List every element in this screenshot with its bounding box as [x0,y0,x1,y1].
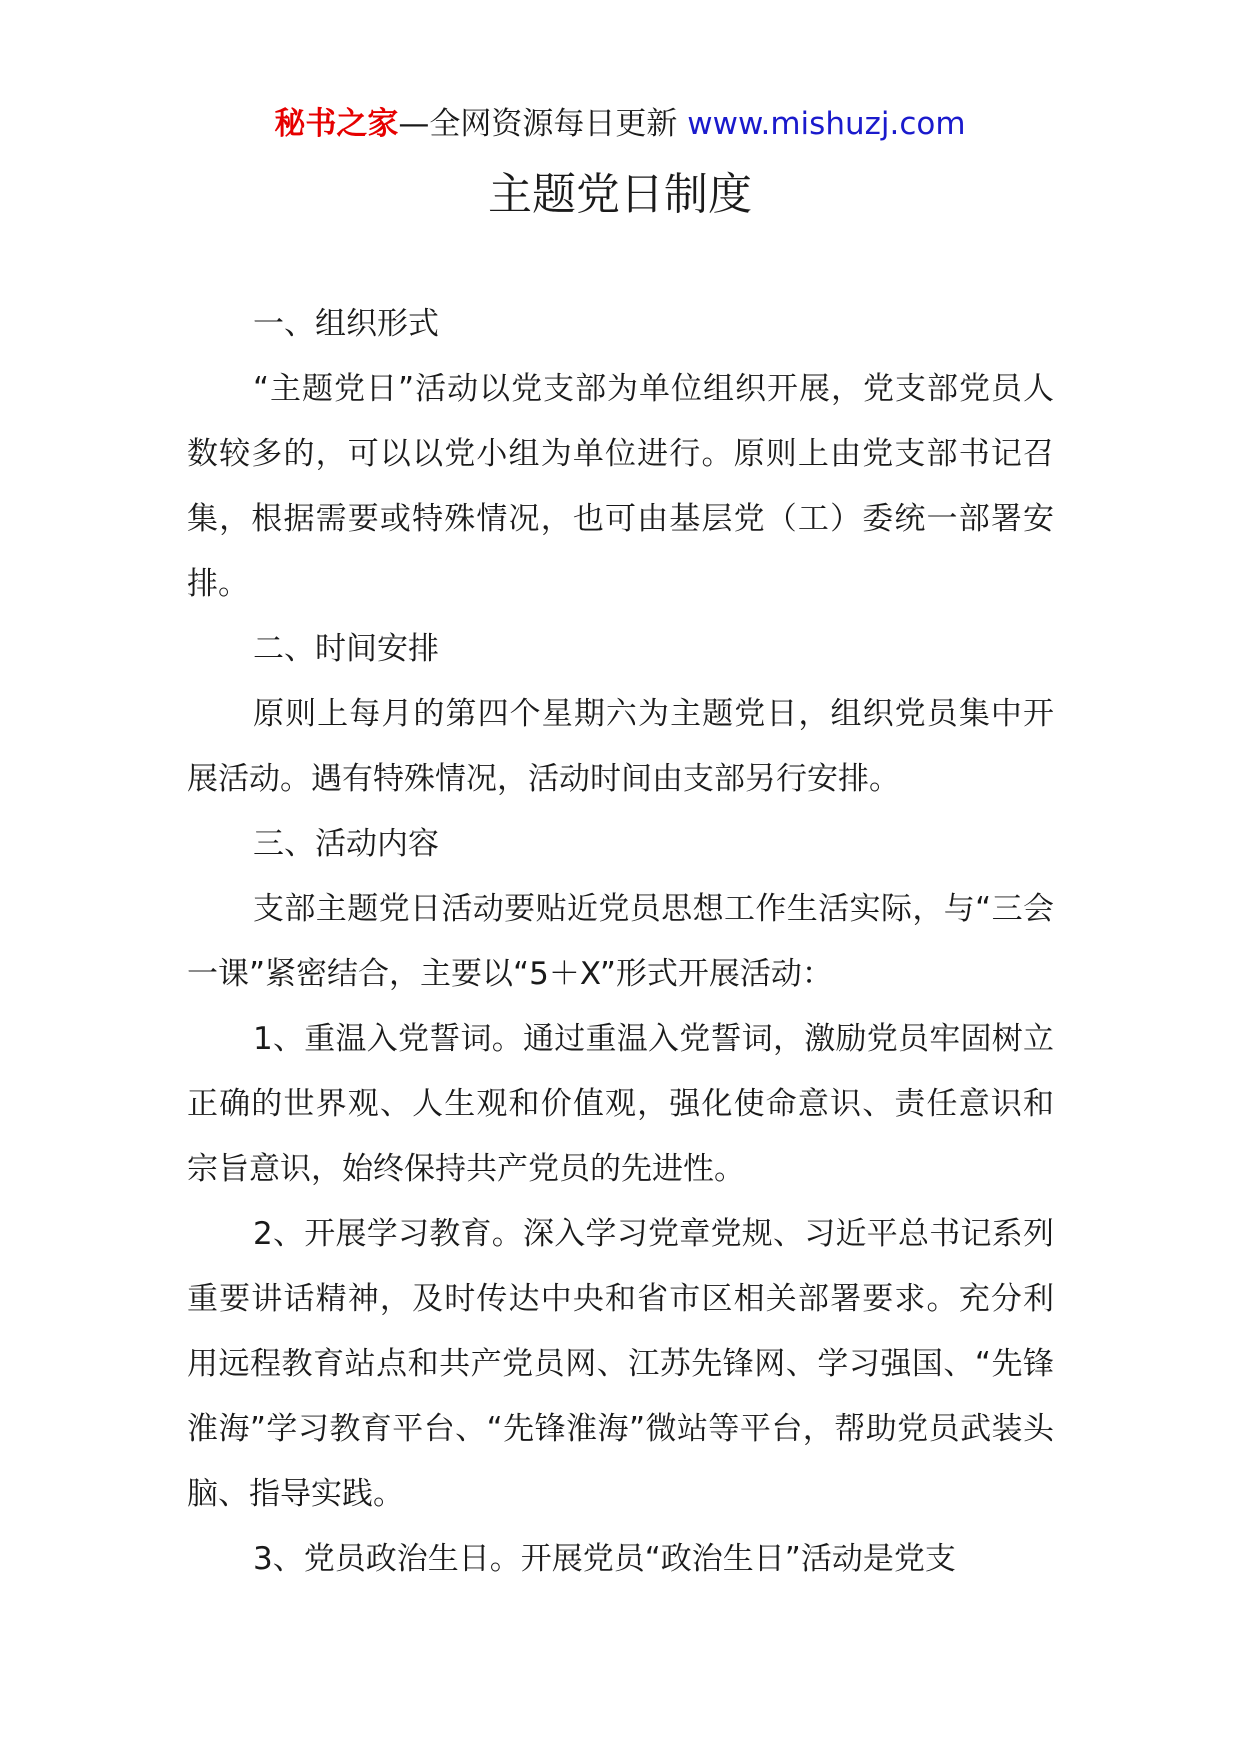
section-paragraph: 2、开展学习教育。深入学习党章党规、习近平总书记系列重要讲话精神，及时传达中央和省市区相关部署要求。充分利用远程教育站点和共产党员网、江苏先锋网、学习强国、“先锋淮海”学习教育平台、“先锋淮海”微站等平台，帮助党员武装头脑、指导实践。 [187,1216,1054,1512]
brand-name: 秘书之家 [274,106,399,142]
document-title: 主题党日制度 [488,169,752,220]
section-paragraph: 1、重温入党誓词。通过重温入党誓词，激励党员牢固树立正确的世界观、人生观和价值观，强化使命意识、责任意识和宗旨意识，始终保持共产党员的先进性。 [187,1021,1054,1187]
brand-slogan: —全网资源每日更新 [398,106,678,142]
section-paragraph: 3、党员政治生日。开展党员“政治生日”活动是党支 [253,1541,956,1577]
section-heading-schedule: 二、时间安排 [253,631,439,667]
section-paragraph: 支部主题党日活动要贴近党员思想工作生活实际，与“三会一课”紧密结合，主要以“5＋X”形式开展活动： [187,891,1054,992]
site-header [0,100,1240,148]
section-heading-activities: 三、活动内容 [253,826,439,862]
section-paragraph: 原则上每月的第四个星期六为主题党日，组织党员集中开展活动。遇有特殊情况，活动时间由支部另行安排。 [187,696,1054,797]
site-url-link[interactable]: www.mishuzj.com [687,106,966,142]
document-body [187,292,1054,1592]
section-paragraph: “主题党日”活动以党支部为单位组织开展，党支部党员人数较多的，可以以党小组为单位进行。原则上由党支部书记召集，根据需要或特殊情况，也可由基层党（工）委统一部署安排。 [187,371,1054,602]
section-heading-organization: 一、组织形式 [253,306,439,342]
